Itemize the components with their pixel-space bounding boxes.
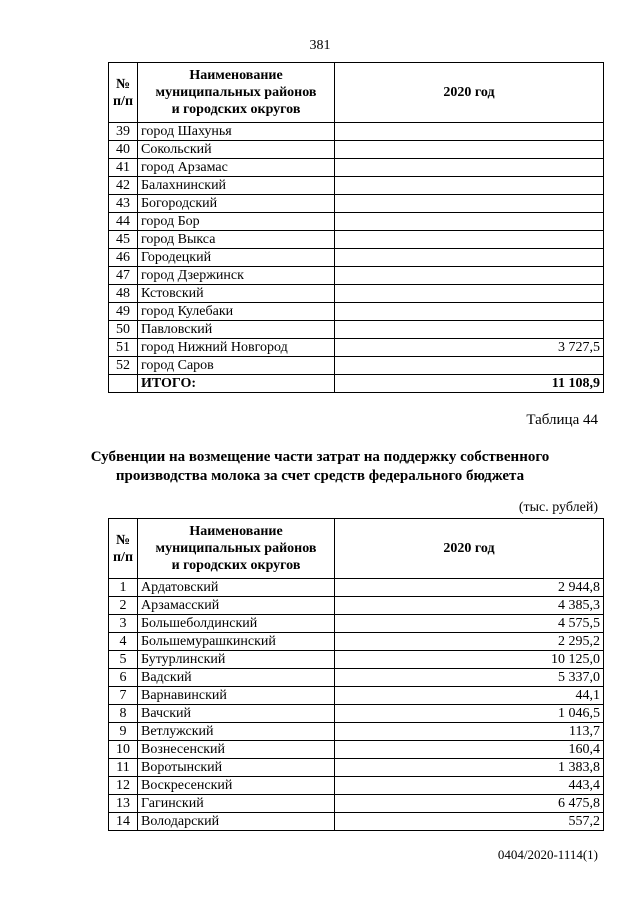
table-row xyxy=(109,159,604,177)
row-number: 46 xyxy=(109,249,138,267)
total-value: 11 108,9 xyxy=(335,375,604,393)
table-row xyxy=(109,795,604,813)
table-header-row xyxy=(109,519,604,579)
total-row xyxy=(109,375,604,393)
row-number: 43 xyxy=(109,195,138,213)
row-district-name: Богородский xyxy=(138,195,335,213)
table-row xyxy=(109,339,604,357)
row-district-name: Варнавинский xyxy=(138,687,335,705)
row-value xyxy=(335,303,604,321)
row-district-name: Воскресенский xyxy=(138,777,335,795)
row-district-name: Большеболдинский xyxy=(138,615,335,633)
row-value xyxy=(335,123,604,141)
row-value: 2 295,2 xyxy=(335,633,604,651)
row-value xyxy=(335,321,604,339)
row-value: 4 385,3 xyxy=(335,597,604,615)
row-district-name: город Нижний Новгород xyxy=(138,339,335,357)
row-district-name: город Бор xyxy=(138,213,335,231)
table-row xyxy=(109,141,604,159)
table-row xyxy=(109,321,604,339)
row-value xyxy=(335,213,604,231)
row-district-name: Ардатовский xyxy=(138,579,335,597)
row-number: 11 xyxy=(109,759,138,777)
row-number: 8 xyxy=(109,705,138,723)
row-value xyxy=(335,285,604,303)
table-row xyxy=(109,177,604,195)
row-district-name: Володарский xyxy=(138,813,335,831)
row-number: 49 xyxy=(109,303,138,321)
header-num: № п/п xyxy=(109,63,138,123)
milk-subsidy-table xyxy=(108,518,604,831)
table-row xyxy=(109,669,604,687)
row-value: 113,7 xyxy=(335,723,604,741)
header-name: Наименование муниципальных районов и городских округов xyxy=(138,63,335,123)
row-number: 3 xyxy=(109,615,138,633)
row-value: 2 944,8 xyxy=(335,579,604,597)
row-value: 557,2 xyxy=(335,813,604,831)
row-value xyxy=(335,267,604,285)
table-row xyxy=(109,267,604,285)
row-district-name: Гагинский xyxy=(138,795,335,813)
row-value: 44,1 xyxy=(335,687,604,705)
row-number: 47 xyxy=(109,267,138,285)
row-number: 2 xyxy=(109,597,138,615)
total-empty-cell xyxy=(109,375,138,393)
row-district-name: город Саров xyxy=(138,357,335,375)
header-year: 2020 год xyxy=(335,63,604,123)
row-number: 51 xyxy=(109,339,138,357)
total-label: ИТОГО: xyxy=(138,375,335,393)
table-row xyxy=(109,123,604,141)
row-value: 6 475,8 xyxy=(335,795,604,813)
table-row xyxy=(109,723,604,741)
row-number: 12 xyxy=(109,777,138,795)
row-number: 1 xyxy=(109,579,138,597)
table-row xyxy=(109,777,604,795)
row-value xyxy=(335,141,604,159)
row-number: 48 xyxy=(109,285,138,303)
row-district-name: Сокольский xyxy=(138,141,335,159)
row-value xyxy=(335,231,604,249)
header-num: № п/п xyxy=(109,519,138,579)
row-district-name: город Шахунья xyxy=(138,123,335,141)
row-value: 160,4 xyxy=(335,741,604,759)
header-name: Наименование муниципальных районов и городских округов xyxy=(138,519,335,579)
row-value xyxy=(335,195,604,213)
document-code: 0404/2020-1114(1) xyxy=(497,847,598,862)
row-number: 5 xyxy=(109,651,138,669)
table-row xyxy=(109,195,604,213)
table-row xyxy=(109,597,604,615)
table-row xyxy=(109,633,604,651)
row-number: 42 xyxy=(109,177,138,195)
units-label: (тыс. рублей) xyxy=(518,500,598,515)
row-district-name: Вадский xyxy=(138,669,335,687)
table-row xyxy=(109,813,604,831)
row-district-name: Воротынский xyxy=(138,759,335,777)
row-value: 5 337,0 xyxy=(335,669,604,687)
row-value xyxy=(335,177,604,195)
subsidy-table-continued xyxy=(108,62,604,393)
row-number: 14 xyxy=(109,813,138,831)
row-number: 52 xyxy=(109,357,138,375)
table-row xyxy=(109,231,604,249)
row-value xyxy=(335,249,604,267)
row-number: 6 xyxy=(109,669,138,687)
row-value: 1 046,5 xyxy=(335,705,604,723)
row-number: 50 xyxy=(109,321,138,339)
table-row xyxy=(109,579,604,597)
table-row xyxy=(109,687,604,705)
table-row xyxy=(109,705,604,723)
row-number: 41 xyxy=(109,159,138,177)
row-district-name: город Арзамас xyxy=(138,159,335,177)
table-row xyxy=(109,357,604,375)
row-district-name: Вачский xyxy=(138,705,335,723)
row-district-name: город Выкса xyxy=(138,231,335,249)
row-number: 45 xyxy=(109,231,138,249)
row-district-name: Городецкий xyxy=(138,249,335,267)
row-district-name: Бутурлинский xyxy=(138,651,335,669)
table-row xyxy=(109,285,604,303)
table-row xyxy=(109,741,604,759)
row-district-name: Большемурашкинский xyxy=(138,633,335,651)
row-district-name: Балахнинский xyxy=(138,177,335,195)
page-number: 381 xyxy=(309,38,331,53)
row-value: 443,4 xyxy=(335,777,604,795)
row-value: 1 383,8 xyxy=(335,759,604,777)
row-number: 9 xyxy=(109,723,138,741)
row-district-name: Ветлужский xyxy=(138,723,335,741)
row-value xyxy=(335,357,604,375)
row-district-name: город Кулебаки xyxy=(138,303,335,321)
row-number: 4 xyxy=(109,633,138,651)
row-district-name: город Дзержинск xyxy=(138,267,335,285)
table-row xyxy=(109,213,604,231)
row-value: 4 575,5 xyxy=(335,615,604,633)
row-district-name: Кстовский xyxy=(138,285,335,303)
row-value: 10 125,0 xyxy=(335,651,604,669)
row-number: 39 xyxy=(109,123,138,141)
table-row xyxy=(109,759,604,777)
row-number: 40 xyxy=(109,141,138,159)
row-district-name: Арзамасский xyxy=(138,597,335,615)
row-value xyxy=(335,159,604,177)
row-number: 10 xyxy=(109,741,138,759)
table-caption: Таблица 44 xyxy=(526,412,598,428)
table-title: Субвенции на возмещение части затрат на поддержку собственного производства молока за счет средств федерального бюджета xyxy=(90,449,550,484)
row-number: 13 xyxy=(109,795,138,813)
header-year: 2020 год xyxy=(335,519,604,579)
table-body xyxy=(109,123,604,393)
row-number: 7 xyxy=(109,687,138,705)
row-district-name: Вознесенский xyxy=(138,741,335,759)
table-body xyxy=(109,579,604,831)
row-district-name: Павловский xyxy=(138,321,335,339)
row-number: 44 xyxy=(109,213,138,231)
table-row xyxy=(109,303,604,321)
table-header-row xyxy=(109,63,604,123)
table-row xyxy=(109,615,604,633)
table-row xyxy=(109,651,604,669)
row-value: 3 727,5 xyxy=(335,339,604,357)
table-row xyxy=(109,249,604,267)
